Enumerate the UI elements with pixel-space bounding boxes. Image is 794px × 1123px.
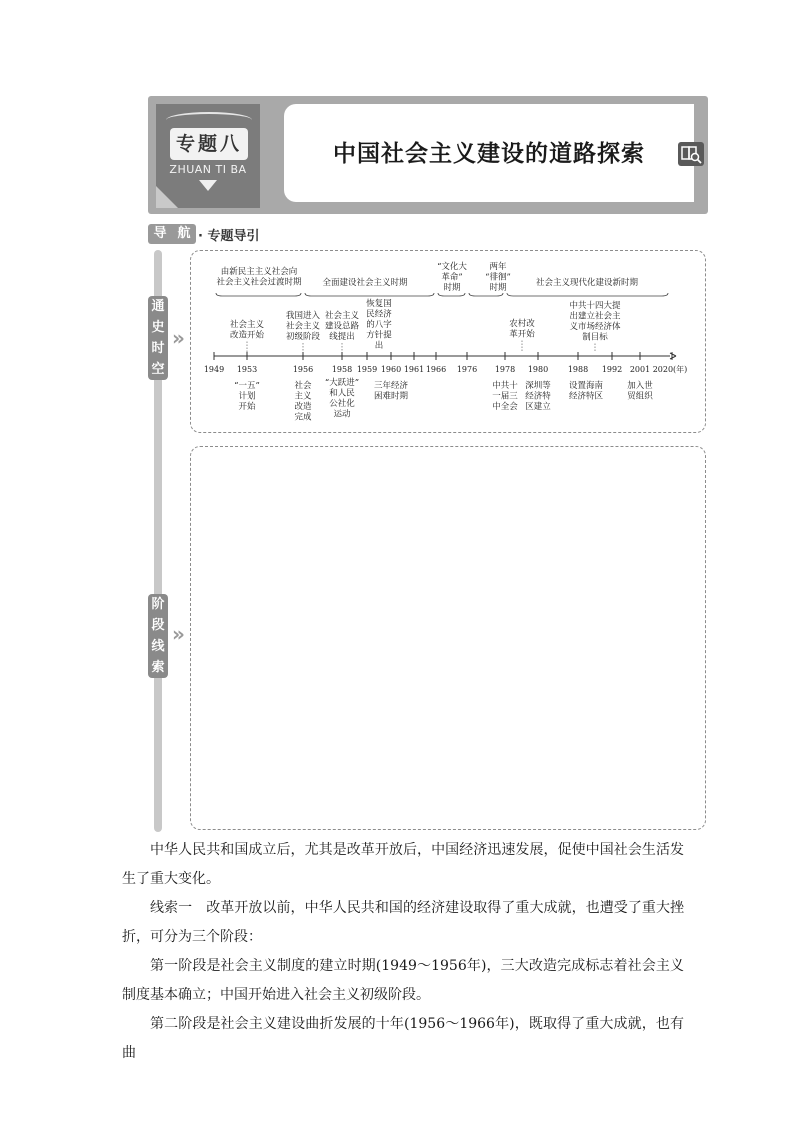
event-above-label: 建设总路 bbox=[324, 321, 360, 332]
topic-badge-label: 专题八 bbox=[170, 128, 248, 160]
event-below-label: 三年经济 bbox=[373, 381, 409, 391]
chevron-right-icon: » bbox=[172, 622, 185, 646]
event-below-label: 经济特 bbox=[525, 391, 551, 402]
event-above-label: 革开始 bbox=[509, 329, 535, 340]
event-above-label: 出建立社会主 bbox=[569, 311, 621, 322]
event-above-label: 线提出 bbox=[329, 332, 355, 342]
nav-label: · 专题导引 bbox=[198, 229, 260, 244]
event-above-label: 初级阶段 bbox=[285, 332, 321, 342]
period-label: 社会主义现代化建设新时期 bbox=[535, 278, 639, 288]
event-below-label: 公社化 bbox=[329, 399, 355, 409]
topic-badge-pinyin: ZHUAN TI BA bbox=[169, 163, 247, 176]
period-label: 时期 bbox=[489, 283, 507, 293]
period-label: 全面建设社会主义时期 bbox=[322, 278, 408, 288]
event-above-label: 民经济 bbox=[366, 309, 392, 320]
page-title: 中国社会主义建设的道路探索 bbox=[333, 141, 645, 167]
event-below-label: 中全会 bbox=[492, 402, 518, 412]
year-label: 1992 bbox=[601, 365, 623, 374]
event-below-label: 和人民 bbox=[329, 388, 355, 399]
event-below-label: 设置海南 bbox=[568, 381, 604, 391]
year-label: 2001 bbox=[629, 365, 651, 374]
event-above-label: 恢复国 bbox=[366, 299, 392, 309]
event-above-label: 农村改 bbox=[509, 319, 535, 329]
period-bracket bbox=[216, 293, 301, 296]
year-label: 1966 bbox=[425, 365, 447, 374]
period-label: “文化大 bbox=[437, 262, 467, 272]
event-below-label: 完成 bbox=[294, 412, 312, 423]
event-above-label: 方针提 bbox=[366, 330, 392, 341]
section-tag-timeline bbox=[148, 296, 168, 380]
event-above-label: 改造开始 bbox=[229, 330, 265, 341]
section-tag-char: 空 bbox=[151, 362, 165, 377]
event-below-label: 计划 bbox=[238, 391, 256, 402]
section-tag-char: 通 bbox=[151, 299, 165, 314]
event-below-label: 区建立 bbox=[525, 402, 551, 412]
section-tag-char: 阶 bbox=[151, 597, 165, 612]
triangle-down-icon bbox=[199, 180, 217, 191]
body-paragraph: 第二阶段是社会主义建设曲折发展的十年(1956～1966年)，既取得了重大成就，也有曲 bbox=[122, 1016, 684, 1061]
year-label: 2020(年) bbox=[652, 365, 688, 374]
timeline-svg bbox=[192, 252, 702, 430]
period-bracket bbox=[305, 293, 434, 296]
year-label: 1959 bbox=[356, 365, 378, 374]
event-above-label: 义市场经济体 bbox=[569, 322, 621, 332]
chevron-right-icon: » bbox=[172, 326, 185, 350]
event-above-label: 社会主义 bbox=[285, 321, 321, 332]
event-above-label: 出 bbox=[374, 341, 384, 351]
period-bracket bbox=[507, 293, 668, 296]
event-below-label: 贸组织 bbox=[627, 391, 653, 402]
section-tag-char: 索 bbox=[151, 660, 165, 675]
event-below-label: “大跃进” bbox=[324, 378, 360, 388]
event-above-label: 的八字 bbox=[366, 320, 392, 330]
year-label: 1976 bbox=[456, 365, 478, 374]
event-below-label: 运动 bbox=[333, 409, 351, 420]
period-label: 革命” bbox=[441, 272, 463, 283]
event-below-label: 开始 bbox=[238, 402, 256, 412]
period-label: 两年 bbox=[489, 262, 507, 272]
stages-panel bbox=[190, 446, 706, 830]
nav-tag bbox=[148, 224, 196, 244]
period-label: 社会主义社会过渡时期 bbox=[216, 277, 302, 288]
axis-arrow-icon bbox=[670, 356, 676, 359]
event-above-label: 社会主义 bbox=[324, 311, 360, 321]
period-bracket bbox=[469, 293, 503, 296]
year-label: 1953 bbox=[236, 365, 258, 374]
book-search-icon bbox=[678, 142, 704, 166]
section-tag-stages bbox=[148, 594, 168, 678]
body-paragraph: 线索一 改革开放以前，中华人民共和国的经济建设取得了重大成就，也遭受了重大挫折，可分为三个阶段： bbox=[122, 900, 684, 945]
section-tag-char: 线 bbox=[151, 639, 165, 654]
event-below-label: 困难时期 bbox=[373, 391, 409, 402]
event-below-label: 改造 bbox=[294, 402, 312, 412]
year-label: 1961 bbox=[403, 365, 425, 374]
axis-arrow-icon bbox=[670, 353, 676, 356]
badge-page-curl bbox=[156, 186, 178, 208]
period-label: 时期 bbox=[443, 283, 461, 293]
event-below-label: “一五” bbox=[234, 381, 260, 391]
year-label: 1949 bbox=[203, 365, 225, 374]
event-above-label: 社会主义 bbox=[229, 320, 265, 330]
body-paragraph: 中华人民共和国成立后，尤其是改革开放后，中国经济迅速发展，促使中国社会生活发生了重大变化。 bbox=[122, 842, 684, 887]
event-above-label: 制目标 bbox=[582, 332, 608, 343]
period-label: 由新民主主义社会向 bbox=[220, 267, 298, 277]
nav-tag-char: 导 bbox=[153, 226, 167, 241]
body-paragraph: 第一阶段是社会主义制度的建立时期(1949～1956年)，三大改造完成标志着社会主义制度基本确立；中国开始进入社会主义初级阶段。 bbox=[122, 958, 684, 1003]
year-label: 1960 bbox=[380, 365, 402, 374]
period-label: “徘徊” bbox=[485, 272, 511, 283]
event-below-label: 加入世 bbox=[627, 381, 653, 391]
nav-tag-char: 航 bbox=[177, 226, 191, 241]
event-below-label: 深圳等 bbox=[525, 381, 551, 391]
event-below-label: 一届三 bbox=[492, 391, 518, 402]
section-tag-char: 史 bbox=[151, 320, 165, 335]
timeline bbox=[192, 252, 702, 430]
year-label: 1980 bbox=[527, 365, 549, 374]
year-label: 1956 bbox=[292, 365, 314, 374]
event-below-label: 经济特区 bbox=[568, 391, 604, 402]
event-below-label: 社会 bbox=[294, 381, 312, 391]
year-label: 1988 bbox=[567, 365, 589, 374]
event-above-label: 中共十四大提 bbox=[569, 301, 621, 311]
event-below-label: 中共十 bbox=[492, 381, 518, 391]
section-tag-char: 时 bbox=[151, 341, 165, 356]
year-label: 1958 bbox=[331, 365, 353, 374]
event-above-label: 我国进入 bbox=[285, 311, 321, 321]
section-tag-char: 段 bbox=[151, 618, 165, 633]
badge-arc-decoration bbox=[166, 112, 252, 128]
year-label: 1978 bbox=[494, 365, 516, 374]
event-below-label: 主义 bbox=[294, 391, 312, 402]
period-bracket bbox=[438, 293, 465, 296]
